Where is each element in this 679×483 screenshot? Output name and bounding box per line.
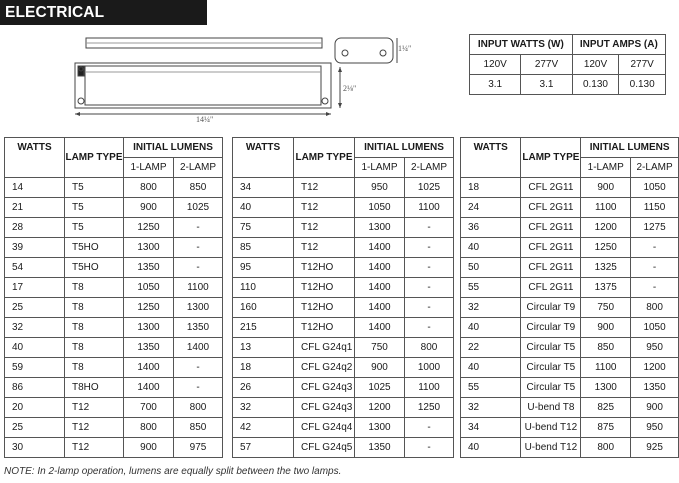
table-row xyxy=(233,218,454,238)
table-row xyxy=(233,318,454,338)
lamp-type-cell: T12 xyxy=(65,418,124,438)
watts-cell: 34 xyxy=(233,178,294,198)
watts-cell: 20 xyxy=(5,398,65,418)
table-row xyxy=(5,378,223,398)
lamp-type-cell: CFL 2G11 xyxy=(521,258,581,278)
page-title: ELECTRICAL INFORMATION xyxy=(0,0,207,25)
watts-cell: 40 xyxy=(461,438,521,458)
lamp-type-cell: T8 xyxy=(65,338,124,358)
watts-cell: 17 xyxy=(5,278,65,298)
two-lamp-lumens-cell: - xyxy=(405,298,454,318)
one-lamp-lumens-cell: 800 xyxy=(581,438,631,458)
watts-header: WATTS xyxy=(233,138,294,178)
io-value: 3.1 xyxy=(470,75,521,95)
two-lamp-lumens-cell: - xyxy=(631,238,679,258)
one-lamp-lumens-cell: 1250 xyxy=(124,298,174,318)
table-row xyxy=(233,198,454,218)
two-lamp-lumens-cell: 950 xyxy=(631,418,679,438)
table-row xyxy=(233,438,454,458)
table-row xyxy=(5,398,223,418)
lamp-type-cell: T8 xyxy=(65,358,124,378)
initial-lumens-header: INITIAL LUMENS xyxy=(124,138,223,158)
table-row xyxy=(5,358,223,378)
one-lamp-lumens-cell: 800 xyxy=(124,178,174,198)
lamp-type-cell: Circular T9 xyxy=(521,318,581,338)
two-lamp-lumens-cell: 1025 xyxy=(405,178,454,198)
one-lamp-lumens-cell: 1400 xyxy=(355,318,405,338)
lamp-type-cell: T12 xyxy=(294,178,355,198)
watts-header: WATTS xyxy=(461,138,521,178)
one-lamp-lumens-cell: 1250 xyxy=(124,218,174,238)
two-lamp-lumens-cell: 800 xyxy=(631,298,679,318)
two-lamp-lumens-cell: 1275 xyxy=(631,218,679,238)
watts-cell: 32 xyxy=(5,318,65,338)
one-lamp-lumens-cell: 1400 xyxy=(355,298,405,318)
dim-height-front: 2⅛" xyxy=(343,84,357,93)
watts-cell: 22 xyxy=(461,338,521,358)
one-lamp-lumens-cell: 900 xyxy=(355,358,405,378)
one-lamp-lumens-cell: 1350 xyxy=(124,258,174,278)
table-row xyxy=(461,418,679,438)
one-lamp-lumens-cell: 1400 xyxy=(124,358,174,378)
table-row xyxy=(461,438,679,458)
lamp-type-cell: T12 xyxy=(65,398,124,418)
two-lamp-lumens-cell: - xyxy=(405,318,454,338)
lamp-type-cell: T5 xyxy=(65,178,124,198)
one-lamp-lumens-cell: 900 xyxy=(581,318,631,338)
one-lamp-lumens-cell: 1400 xyxy=(355,258,405,278)
two-lamp-lumens-cell: 1350 xyxy=(631,378,679,398)
table-row xyxy=(233,418,454,438)
lamp-type-cell: CFL G24q5 xyxy=(294,438,355,458)
io-subheader: 120V xyxy=(572,55,619,75)
table-row xyxy=(5,438,223,458)
lamp-type-cell: T5HO xyxy=(65,258,124,278)
watts-cell: 110 xyxy=(233,278,294,298)
watts-cell: 215 xyxy=(233,318,294,338)
watts-cell: 26 xyxy=(233,378,294,398)
one-lamp-lumens-cell: 1100 xyxy=(581,358,631,378)
watts-cell: 40 xyxy=(461,238,521,258)
lamp-table-2 xyxy=(232,137,454,458)
two-lamp-lumens-cell: 850 xyxy=(174,418,223,438)
watts-cell: 28 xyxy=(5,218,65,238)
lamp-type-cell: CFL 2G11 xyxy=(521,278,581,298)
input-watts-header: INPUT WATTS (W) xyxy=(470,35,573,55)
one-lamp-lumens-cell: 1300 xyxy=(124,318,174,338)
two-lamp-lumens-cell: - xyxy=(174,258,223,278)
two-lamp-lumens-cell: - xyxy=(405,218,454,238)
io-value: 0.130 xyxy=(572,75,619,95)
table-row xyxy=(461,378,679,398)
lamp-type-cell: T8 xyxy=(65,278,124,298)
one-lamp-lumens-cell: 1350 xyxy=(355,438,405,458)
two-lamp-lumens-cell: 1100 xyxy=(174,278,223,298)
io-subheader: 120V xyxy=(470,55,521,75)
table-row xyxy=(461,238,679,258)
lamp-type-cell: T5 xyxy=(65,198,124,218)
watts-cell: 95 xyxy=(233,258,294,278)
watts-cell: 40 xyxy=(5,338,65,358)
watts-cell: 18 xyxy=(233,358,294,378)
one-lamp-lumens-cell: 900 xyxy=(124,438,174,458)
one-lamp-lumens-cell: 1400 xyxy=(355,238,405,258)
watts-cell: 34 xyxy=(461,418,521,438)
lamp-type-cell: T12 xyxy=(294,238,355,258)
io-value: 0.130 xyxy=(619,75,666,95)
table-row xyxy=(5,318,223,338)
one-lamp-header: 1-LAMP xyxy=(581,158,631,178)
io-subheader: 277V xyxy=(619,55,666,75)
table-row xyxy=(233,238,454,258)
two-lamp-lumens-cell: 950 xyxy=(631,338,679,358)
watts-cell: 40 xyxy=(233,198,294,218)
table-row xyxy=(461,178,679,198)
two-lamp-lumens-cell: 1350 xyxy=(174,318,223,338)
lamp-type-cell: Circular T5 xyxy=(521,358,581,378)
table-row xyxy=(233,258,454,278)
two-lamp-lumens-cell: - xyxy=(631,258,679,278)
lamp-type-cell: Circular T5 xyxy=(521,338,581,358)
lamp-type-cell: U-bend T12 xyxy=(521,418,581,438)
two-lamp-lumens-cell: 1200 xyxy=(631,358,679,378)
one-lamp-lumens-cell: 1200 xyxy=(355,398,405,418)
watts-cell: 18 xyxy=(461,178,521,198)
table-row xyxy=(461,198,679,218)
one-lamp-lumens-cell: 800 xyxy=(124,418,174,438)
one-lamp-lumens-cell: 1100 xyxy=(581,198,631,218)
lamp-type-cell: T12HO xyxy=(294,258,355,278)
lamp-type-cell: Circular T9 xyxy=(521,298,581,318)
one-lamp-lumens-cell: 1250 xyxy=(581,238,631,258)
lamp-type-header: LAMP TYPE xyxy=(521,138,581,178)
one-lamp-lumens-cell: 750 xyxy=(581,298,631,318)
table-row xyxy=(5,278,223,298)
table-row xyxy=(5,238,223,258)
two-lamp-lumens-cell: - xyxy=(631,278,679,298)
lamp-type-cell: CFL 2G11 xyxy=(521,238,581,258)
watts-cell: 32 xyxy=(461,398,521,418)
watts-cell: 14 xyxy=(5,178,65,198)
two-lamp-lumens-cell: 1100 xyxy=(405,378,454,398)
two-lamp-lumens-cell: - xyxy=(405,438,454,458)
lamp-type-cell: CFL 2G11 xyxy=(521,218,581,238)
table-row xyxy=(461,318,679,338)
watts-cell: 75 xyxy=(233,218,294,238)
one-lamp-lumens-cell: 1050 xyxy=(124,278,174,298)
two-lamp-lumens-cell: 1100 xyxy=(405,198,454,218)
lamp-type-cell: CFL G24q3 xyxy=(294,378,355,398)
lamp-type-cell: T8 xyxy=(65,318,124,338)
watts-cell: 42 xyxy=(233,418,294,438)
one-lamp-lumens-cell: 700 xyxy=(124,398,174,418)
one-lamp-lumens-cell: 1400 xyxy=(124,378,174,398)
lamp-type-header: LAMP TYPE xyxy=(65,138,124,178)
watts-cell: 40 xyxy=(461,318,521,338)
two-lamp-header: 2-LAMP xyxy=(174,158,223,178)
lamp-table-3 xyxy=(460,137,679,458)
one-lamp-lumens-cell: 875 xyxy=(581,418,631,438)
lamp-type-cell: T5HO xyxy=(65,238,124,258)
one-lamp-lumens-cell: 850 xyxy=(581,338,631,358)
table-row xyxy=(461,298,679,318)
footnote: NOTE: In 2-lamp operation, lumens are equally split between the two lamps. xyxy=(4,466,342,477)
one-lamp-lumens-cell: 1300 xyxy=(355,418,405,438)
table-row xyxy=(5,218,223,238)
lamp-table-1 xyxy=(4,137,223,458)
lamp-type-cell: T12HO xyxy=(294,318,355,338)
dim-height-side: 1¼" xyxy=(398,44,412,53)
watts-cell: 55 xyxy=(461,378,521,398)
io-subheader: 277V xyxy=(521,55,572,75)
table-row xyxy=(5,338,223,358)
lamp-type-cell: T8HO xyxy=(65,378,124,398)
watts-cell: 54 xyxy=(5,258,65,278)
lamp-type-cell: CFL 2G11 xyxy=(521,178,581,198)
table-row xyxy=(233,358,454,378)
dim-length: 14¼" xyxy=(196,115,214,124)
one-lamp-lumens-cell: 1300 xyxy=(355,218,405,238)
lamp-type-cell: Circular T5 xyxy=(521,378,581,398)
table-row xyxy=(461,278,679,298)
watts-cell: 59 xyxy=(5,358,65,378)
watts-cell: 25 xyxy=(5,418,65,438)
table-row xyxy=(5,258,223,278)
lamp-type-cell: T5 xyxy=(65,218,124,238)
watts-cell: 32 xyxy=(233,398,294,418)
one-lamp-lumens-cell: 1200 xyxy=(581,218,631,238)
watts-cell: 30 xyxy=(5,438,65,458)
watts-cell: 25 xyxy=(5,298,65,318)
two-lamp-lumens-cell: 1025 xyxy=(174,198,223,218)
watts-cell: 55 xyxy=(461,278,521,298)
lamp-type-header: LAMP TYPE xyxy=(294,138,355,178)
two-lamp-lumens-cell: 1250 xyxy=(405,398,454,418)
table-row xyxy=(461,338,679,358)
one-lamp-lumens-cell: 1400 xyxy=(355,278,405,298)
lamp-type-cell: T8 xyxy=(65,298,124,318)
two-lamp-lumens-cell: - xyxy=(405,278,454,298)
one-lamp-header: 1-LAMP xyxy=(355,158,405,178)
two-lamp-lumens-cell: 975 xyxy=(174,438,223,458)
watts-cell: 50 xyxy=(461,258,521,278)
two-lamp-lumens-cell: 1050 xyxy=(631,178,679,198)
two-lamp-lumens-cell: 850 xyxy=(174,178,223,198)
watts-cell: 32 xyxy=(461,298,521,318)
two-lamp-lumens-cell: - xyxy=(405,418,454,438)
watts-cell: 40 xyxy=(461,358,521,378)
table-row xyxy=(461,218,679,238)
watts-cell: 57 xyxy=(233,438,294,458)
input-table xyxy=(469,34,666,95)
table-row xyxy=(461,258,679,278)
one-lamp-lumens-cell: 750 xyxy=(355,338,405,358)
watts-cell: 86 xyxy=(5,378,65,398)
one-lamp-lumens-cell: 900 xyxy=(124,198,174,218)
one-lamp-lumens-cell: 900 xyxy=(581,178,631,198)
lamp-type-cell: T12 xyxy=(65,438,124,458)
one-lamp-lumens-cell: 1050 xyxy=(355,198,405,218)
lamp-type-cell: T12 xyxy=(294,218,355,238)
one-lamp-lumens-cell: 1300 xyxy=(124,238,174,258)
table-row xyxy=(233,178,454,198)
two-lamp-lumens-cell: 900 xyxy=(631,398,679,418)
io-value: 3.1 xyxy=(521,75,572,95)
table-row xyxy=(5,178,223,198)
two-lamp-lumens-cell: 800 xyxy=(174,398,223,418)
table-row xyxy=(5,418,223,438)
two-lamp-lumens-cell: 925 xyxy=(631,438,679,458)
one-lamp-lumens-cell: 1300 xyxy=(581,378,631,398)
input-amps-header: INPUT AMPS (A) xyxy=(572,35,665,55)
watts-cell: 85 xyxy=(233,238,294,258)
watts-header: WATTS xyxy=(5,138,65,178)
one-lamp-header: 1-LAMP xyxy=(124,158,174,178)
one-lamp-lumens-cell: 1025 xyxy=(355,378,405,398)
two-lamp-lumens-cell: 1000 xyxy=(405,358,454,378)
two-lamp-lumens-cell: - xyxy=(174,378,223,398)
table-row xyxy=(233,338,454,358)
one-lamp-lumens-cell: 1350 xyxy=(124,338,174,358)
lamp-type-cell: CFL G24q2 xyxy=(294,358,355,378)
two-lamp-lumens-cell: - xyxy=(174,358,223,378)
watts-cell: 36 xyxy=(461,218,521,238)
table-row xyxy=(233,378,454,398)
two-lamp-lumens-cell: - xyxy=(405,238,454,258)
table-row xyxy=(233,298,454,318)
table-row xyxy=(233,278,454,298)
table-row xyxy=(5,298,223,318)
two-lamp-lumens-cell: 1150 xyxy=(631,198,679,218)
one-lamp-lumens-cell: 1375 xyxy=(581,278,631,298)
watts-cell: 39 xyxy=(5,238,65,258)
lamp-type-cell: CFL 2G11 xyxy=(521,198,581,218)
two-lamp-header: 2-LAMP xyxy=(405,158,454,178)
two-lamp-lumens-cell: 1300 xyxy=(174,298,223,318)
watts-cell: 160 xyxy=(233,298,294,318)
watts-cell: 24 xyxy=(461,198,521,218)
one-lamp-lumens-cell: 1325 xyxy=(581,258,631,278)
lamp-type-cell: CFL G24q4 xyxy=(294,418,355,438)
initial-lumens-header: INITIAL LUMENS xyxy=(355,138,454,158)
lamp-type-cell: T12 xyxy=(294,198,355,218)
one-lamp-lumens-cell: 825 xyxy=(581,398,631,418)
two-lamp-lumens-cell: - xyxy=(405,258,454,278)
two-lamp-lumens-cell: - xyxy=(174,238,223,258)
lamp-type-cell: U-bend T8 xyxy=(521,398,581,418)
two-lamp-lumens-cell: 1400 xyxy=(174,338,223,358)
table-row xyxy=(233,398,454,418)
lamp-type-cell: U-bend T12 xyxy=(521,438,581,458)
two-lamp-lumens-cell: 1050 xyxy=(631,318,679,338)
two-lamp-lumens-cell: 800 xyxy=(405,338,454,358)
two-lamp-lumens-cell: - xyxy=(174,218,223,238)
lamp-type-cell: CFL G24q3 xyxy=(294,398,355,418)
watts-cell: 21 xyxy=(5,198,65,218)
table-row xyxy=(5,198,223,218)
lamp-type-cell: T12HO xyxy=(294,278,355,298)
one-lamp-lumens-cell: 950 xyxy=(355,178,405,198)
table-row xyxy=(461,358,679,378)
initial-lumens-header: INITIAL LUMENS xyxy=(581,138,679,158)
lamp-type-cell: T12HO xyxy=(294,298,355,318)
two-lamp-header: 2-LAMP xyxy=(631,158,679,178)
table-row xyxy=(461,398,679,418)
watts-cell: 13 xyxy=(233,338,294,358)
lamp-type-cell: CFL G24q1 xyxy=(294,338,355,358)
